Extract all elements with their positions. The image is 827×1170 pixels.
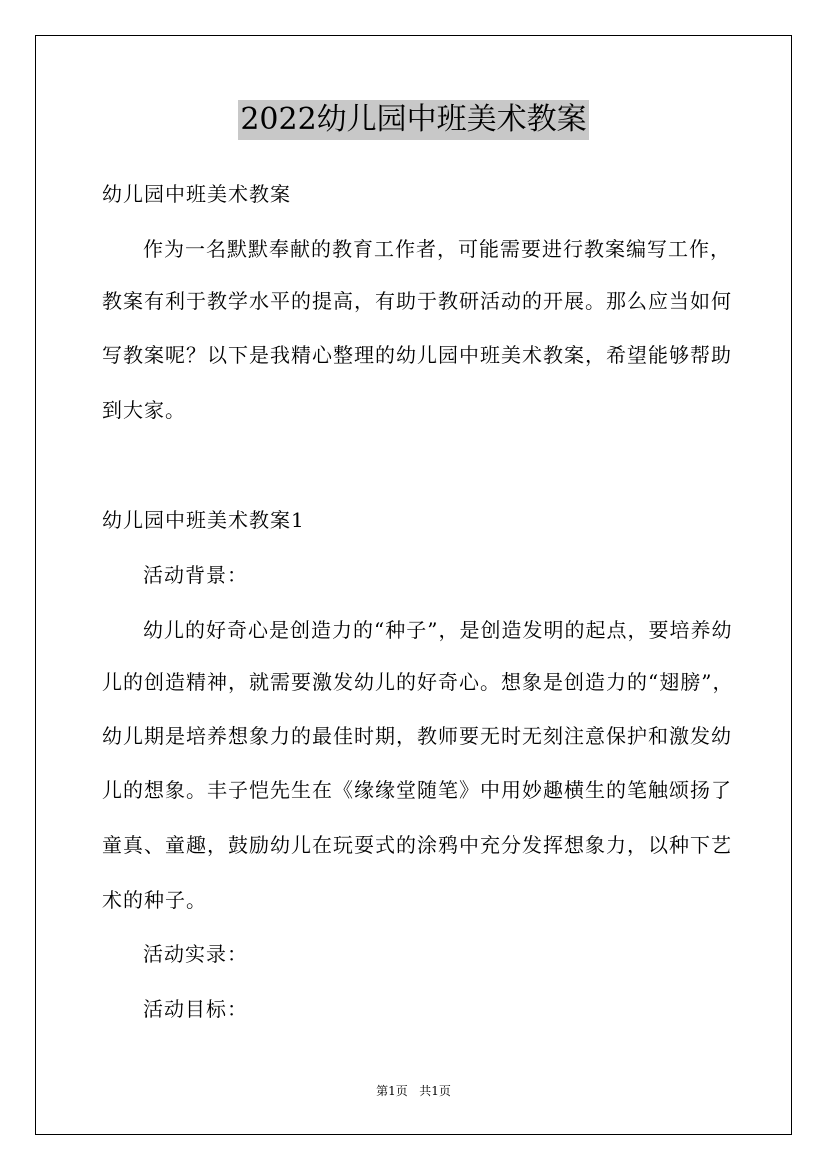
paragraph-line: 到大家。 xyxy=(102,398,186,422)
document-title: 2022幼儿园中班美术教案 xyxy=(238,100,588,140)
total-pages: 共1页 xyxy=(419,1084,451,1098)
paragraph-line: 儿的创造精神，就需要激发幼儿的好奇心。想象是创造力的“翅膀”， xyxy=(102,670,734,694)
page-number: 第1页 xyxy=(376,1084,408,1098)
paragraph-line: 幼儿期是培养想象力的最佳时期，教师要无时无刻注意保护和激发幼 xyxy=(102,724,732,748)
paragraph-line: 儿的想象。丰子恺先生在《缘缘堂随笔》中用妙趣横生的笔触颂扬了 xyxy=(102,778,732,802)
paragraph-line: 术的种子。 xyxy=(102,888,207,912)
paragraph-line: 童真、童趣，鼓励幼儿在玩耍式的涂鸦中充分发挥想象力，以种下艺 xyxy=(102,833,732,857)
paragraph-line: 活动实录： xyxy=(143,942,248,966)
page-footer xyxy=(0,1083,827,1099)
paragraph-line: 活动背景： xyxy=(143,563,248,587)
paragraph-line: 活动目标： xyxy=(143,997,248,1021)
paragraph-line: 幼儿的好奇心是创造力的“种子”，是创造发明的起点，要培养幼 xyxy=(143,618,733,642)
paragraph-line: 教案有利于教学水平的提高，有助于教研活动的开展。那么应当如何 xyxy=(102,289,732,313)
title-container xyxy=(0,100,827,140)
section-heading: 幼儿园中班美术教案1 xyxy=(102,508,305,532)
paragraph-line: 写教案呢？以下是我精心整理的幼儿园中班美术教案，希望能够帮助 xyxy=(102,343,732,367)
subtitle-line: 幼儿园中班美术教案 xyxy=(102,182,291,206)
paragraph-line: 作为一名默默奉献的教育工作者，可能需要进行教案编写工作， xyxy=(143,237,731,261)
